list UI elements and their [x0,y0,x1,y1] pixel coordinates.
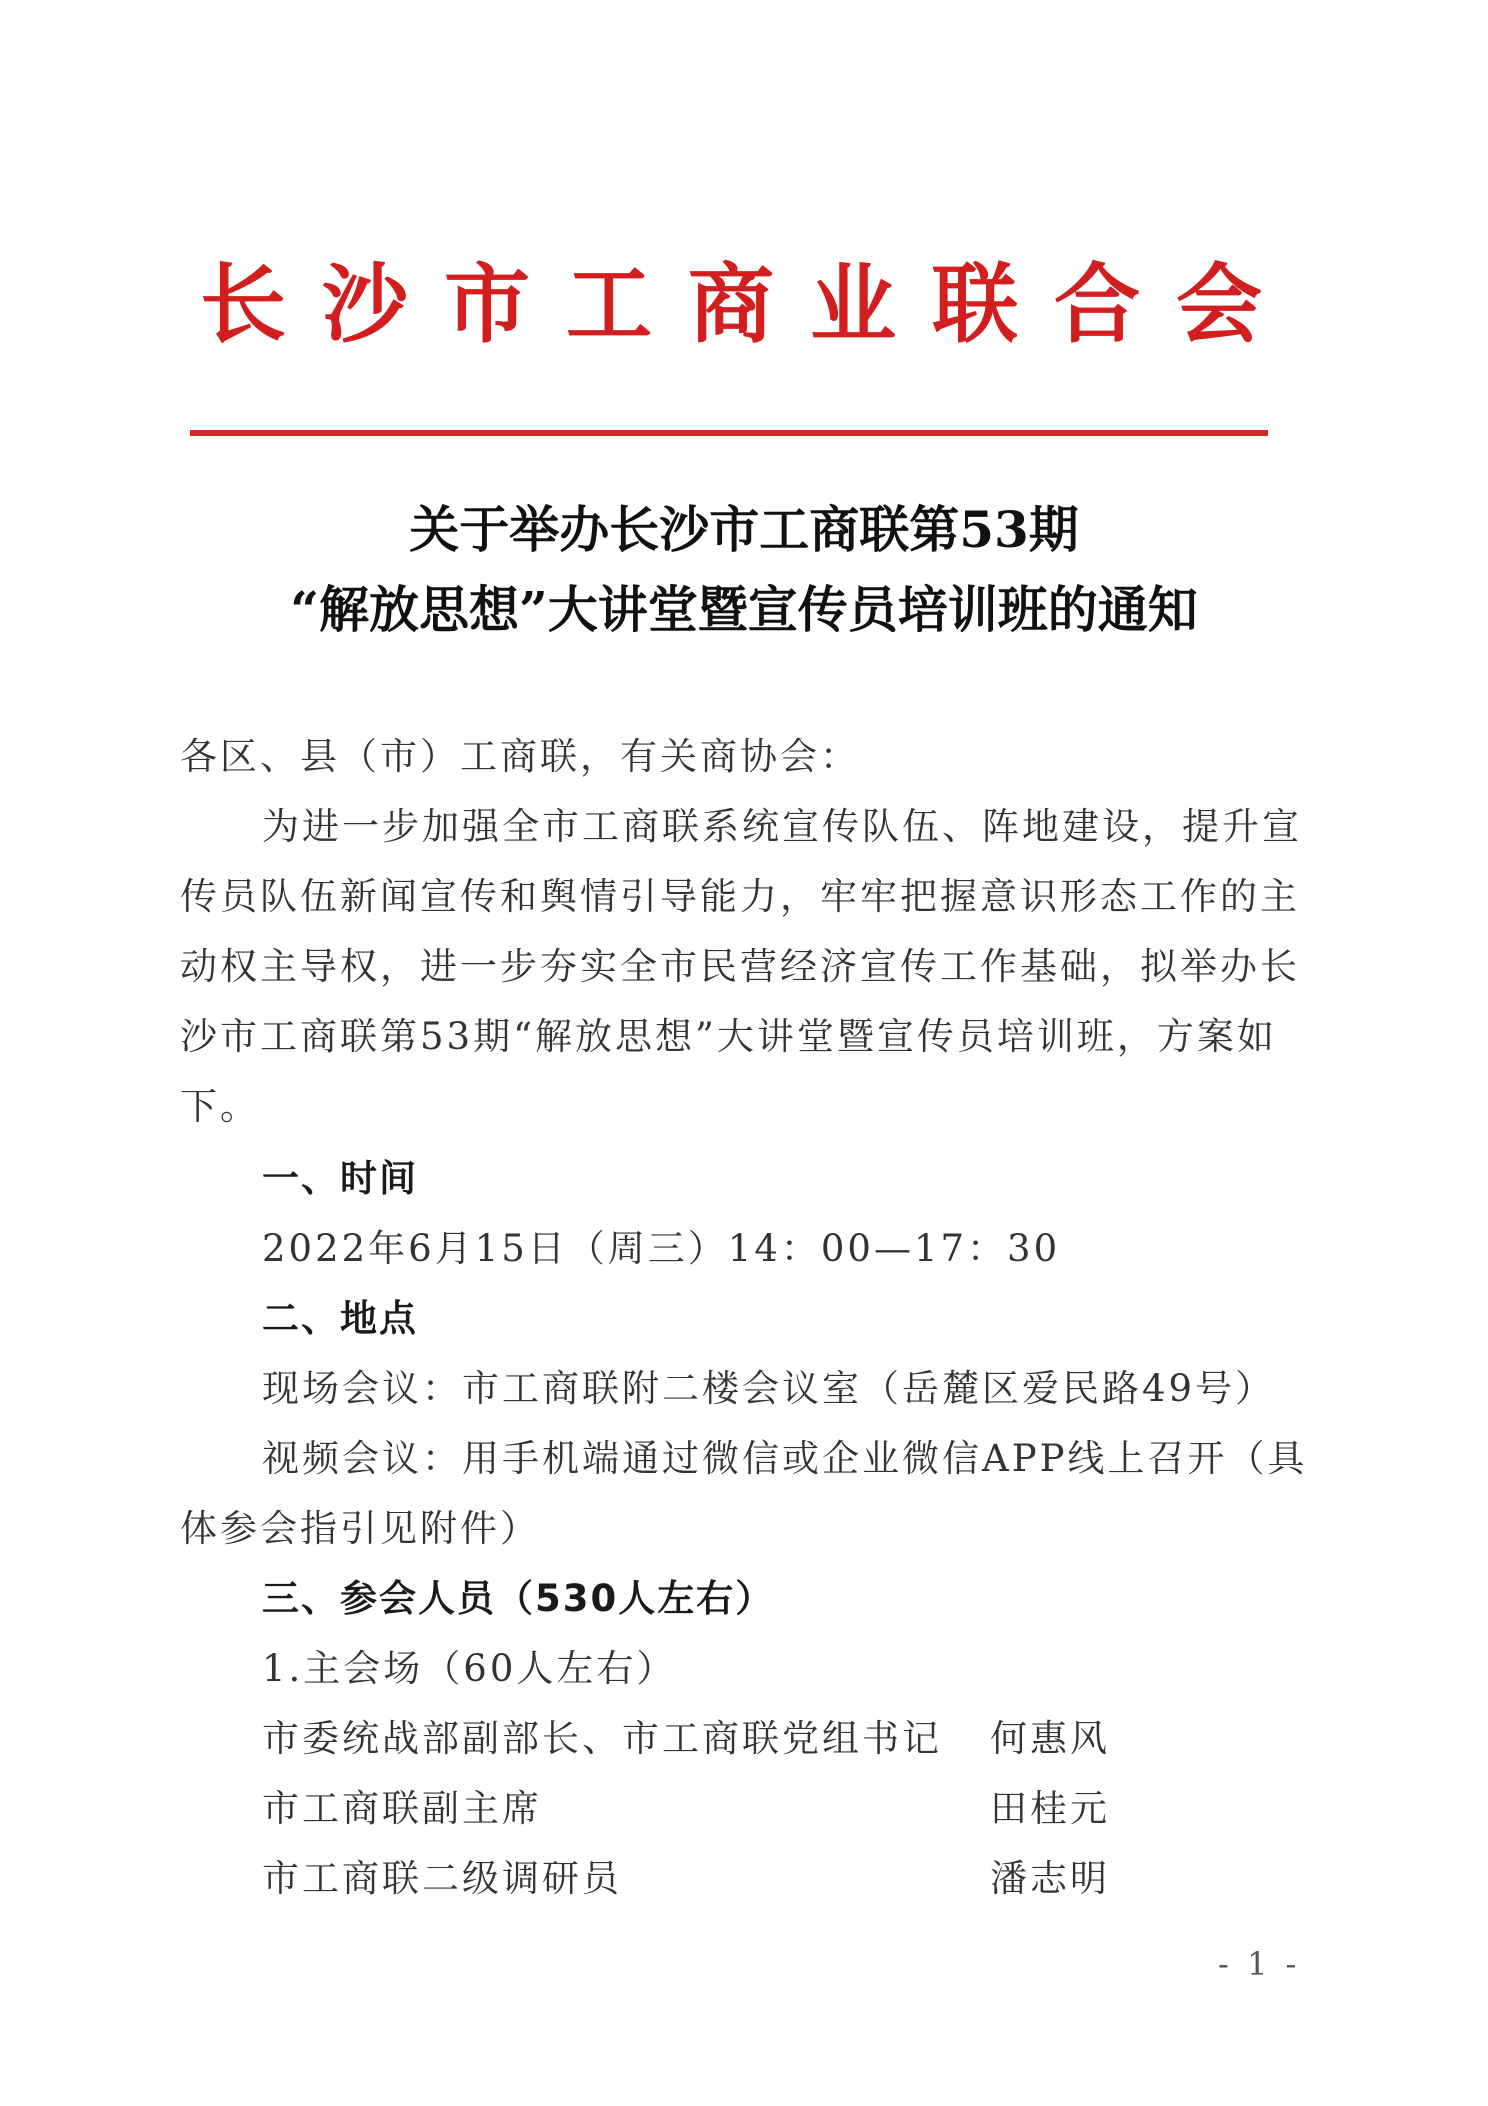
intro-line-1: 为进一步加强全市工商联系统宣传队伍、阵地建设，提升宣 [262,805,1302,848]
document-title-line-1: 关于举办长沙市工商联第53期 [409,500,1079,559]
section-time-text: 2022年6月15日（周三）14：00—17：30 [262,1227,1061,1270]
section-place-onsite: 现场会议：市工商联附二楼会议室（岳麓区爱民路49号） [262,1367,1276,1410]
attendee-role: 市工商联副主席 [262,1787,542,1830]
attendee-name: 何惠风 [990,1717,1110,1760]
attendee-role: 市工商联二级调研员 [262,1857,622,1900]
page-number: - 1 - [1218,1945,1301,1983]
attendee-name: 田桂元 [990,1787,1110,1830]
main-venue-subheading: 1.主会场（60人左右） [262,1647,677,1690]
section-place-heading: 二、地点 [262,1297,418,1340]
intro-line-2: 传员队伍新闻宣传和舆情引导能力，牢牢把握意识形态工作的主 [180,875,1300,918]
section-attendees-heading: 三、参会人员（530人左右） [262,1577,775,1620]
intro-line-5: 下。 [180,1085,260,1128]
letterhead-red-rule [190,430,1268,436]
salutation: 各区、县（市）工商联，有关商协会： [180,735,860,778]
section-place-video-line-1: 视频会议：用手机端通过微信或企业微信APP线上召开（具 [262,1437,1308,1480]
intro-line-3: 动权主导权，进一步夯实全市民营经济宣传工作基础，拟举办长 [180,945,1300,988]
section-time-heading: 一、时间 [262,1157,418,1200]
attendee-role: 市委统战部副部长、市工商联党组书记 [262,1717,942,1760]
document-title-line-2: “解放思想”大讲堂暨宣传员培训班的通知 [290,580,1198,639]
org-letterhead: 长沙市工商业联合会 [200,254,1298,355]
intro-line-4: 沙市工商联第53期“解放思想”大讲堂暨宣传员培训班，方案如 [180,1015,1277,1058]
section-place-video-line-2: 体参会指引见附件） [180,1507,540,1550]
attendee-name: 潘志明 [990,1857,1110,1900]
